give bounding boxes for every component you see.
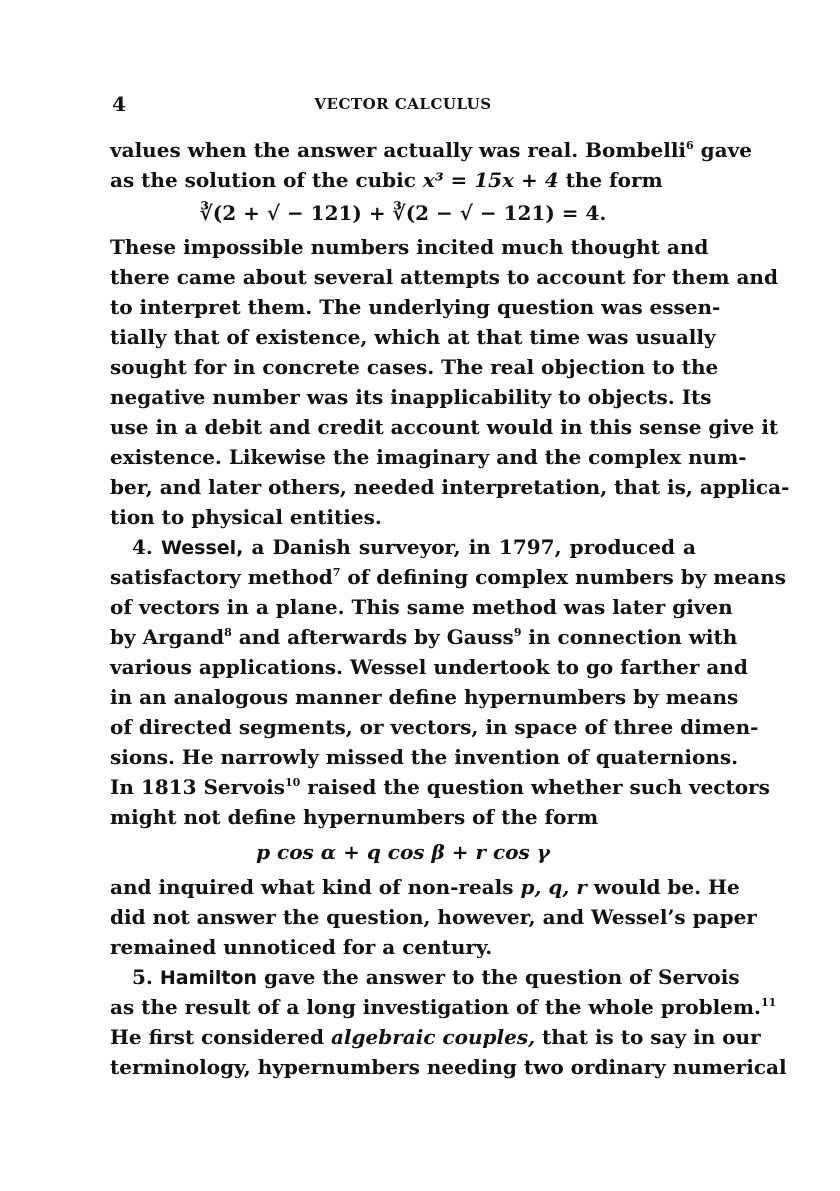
text-line: sions. He narrowly missed the invention of quaternions.: [110, 745, 739, 769]
equation-bombelli: ∛(2 + √ − 121) + ∛(2 − √ − 121) = 4.: [199, 201, 607, 225]
text-line: He first considered algebraic couples, that is to say in our: [110, 1025, 761, 1049]
text-line: These impossible numbers incited much thought and: [110, 235, 709, 259]
paragraph-non-reals: [110, 872, 757, 962]
text-line: of directed segments, or vectors, in space of three dimen-: [110, 715, 759, 739]
page-body: [110, 135, 790, 1082]
inline-math: x³ = 15x + 4: [422, 168, 559, 192]
text-line: 5. Hamilton gave the answer to the question of Servois: [132, 965, 740, 989]
equation-servois: p cos α + q cos β + r cos γ: [256, 840, 550, 864]
text-line: there came about several attempts to account for them and: [110, 265, 778, 289]
text-line: negative number was its inapplicability to objects. Its: [110, 385, 712, 409]
text-line: In 1813 Servois$^{10}$ raised the question whether such vectors: [110, 775, 770, 799]
text-line: remained unnoticed for a century.: [110, 935, 493, 959]
inline-math: p, q, r: [520, 875, 587, 899]
text-line: sought for in concrete cases. The real objection to the: [110, 355, 719, 379]
text-line: ber, and later others, needed interpretation, that is, applica-: [110, 475, 790, 499]
running-title: VECTOR CALCULUS: [314, 95, 492, 113]
text-line: tion to physical entities.: [110, 505, 382, 529]
text-line: use in a debit and credit account would in this sense give it: [110, 415, 779, 439]
footnote-ref[interactable]: 10: [285, 776, 301, 789]
text-line: did not answer the question, however, and Wessel’s paper: [110, 905, 757, 929]
paragraph-impossible-numbers: [110, 232, 790, 532]
text-line: as the result of a long investigation of the whole problem.$^{11}$: [110, 995, 777, 1019]
text-line: as the solution of the cubic x³ = 15x + 4 the form: [110, 168, 663, 192]
footnote-ref[interactable]: 9: [513, 626, 522, 639]
text-line: by Argand$^8$ and afterwards by Gauss$^9$ in connection with: [110, 625, 738, 649]
footnote-ref[interactable]: 7: [332, 566, 341, 579]
page-number: 4: [112, 92, 126, 116]
text-line: various applications. Wessel undertook to go farther and: [110, 655, 748, 679]
text-line: and inquired what kind of non-reals p, q, r would be. He: [110, 875, 740, 899]
footnote-ref[interactable]: 11: [761, 996, 777, 1009]
footnote-ref[interactable]: 6: [686, 139, 694, 152]
section-number: 5.: [132, 965, 160, 989]
text-line: in an analogous manner define hypernumbers by means: [110, 685, 739, 709]
footnote-ref[interactable]: 8: [224, 626, 232, 639]
section-5-hamilton: [110, 962, 787, 1082]
text-line: tially that of existence, which at that time was usually: [110, 325, 716, 349]
text-line: existence. Likewise the imaginary and the complex num-: [110, 445, 747, 469]
text-line: terminology, hypernumbers needing two ordinary numerical: [110, 1055, 787, 1079]
text-line: satisfactory method$^7$ of defining complex numbers by means: [110, 565, 786, 589]
page-header: [112, 92, 694, 118]
text-line: 4. Wessel, a Danish surveyor, in 1797, produced a: [132, 535, 696, 559]
text-line: to interpret them. The underlying question was essen-: [110, 295, 721, 319]
section-name: Hamilton: [159, 967, 258, 989]
emphasis: algebraic couples,: [330, 1025, 536, 1049]
text-line: might not define hypernumbers of the form: [110, 805, 599, 829]
section-4-wessel: [110, 532, 786, 832]
section-number: 4.: [132, 535, 161, 559]
text-line: of vectors in a plane. This same method was later given: [110, 595, 733, 619]
text-line: values when the answer actually was real. Bombelli$^6$ gave: [110, 138, 752, 162]
section-name: Wessel,: [160, 537, 244, 559]
